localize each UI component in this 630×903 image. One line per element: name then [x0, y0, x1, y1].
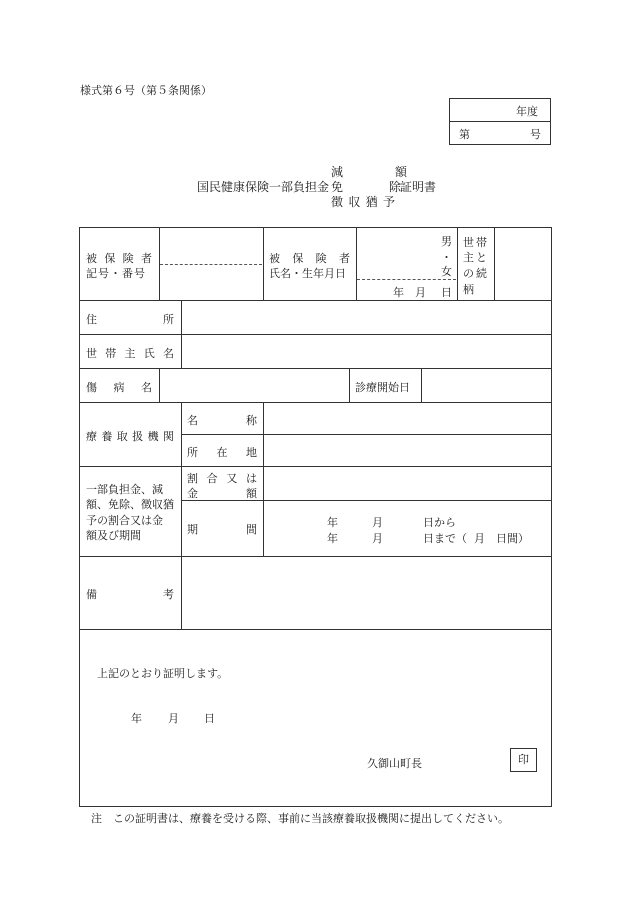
- ratio-label-2: 金 額: [187, 487, 257, 500]
- form-reference: 様式第６号（第５条関係）: [80, 84, 212, 97]
- period-from-month: 月: [372, 516, 383, 529]
- ratio-label: 割 合 又 は: [187, 472, 257, 485]
- certify-year: 年: [131, 712, 142, 725]
- reduction-label-4: 額及び期間: [86, 529, 141, 542]
- birth-day: 日: [441, 286, 452, 299]
- relation-label-3: の続: [463, 267, 489, 280]
- certify-day: 日: [204, 712, 215, 725]
- sex-female: 女: [441, 265, 452, 278]
- period-from-day: 日から: [423, 516, 456, 529]
- treatment-start-label: 診療開始日: [355, 381, 410, 394]
- year-label: 年度: [516, 105, 538, 118]
- reduction-label-3: 予の割合又は金: [86, 514, 163, 527]
- reduction-label-2: 額、免除、徴収猶: [86, 498, 174, 511]
- insured-number-label-2: 記号・番号: [86, 267, 146, 280]
- relation-label-2: 主と: [463, 251, 489, 264]
- relation-label-1: 世帯: [463, 236, 489, 249]
- period-label: 期 間: [187, 523, 257, 536]
- period-months: 月: [474, 532, 485, 545]
- period-from-year: 年: [327, 516, 338, 529]
- title-option-reduction: 減 額: [331, 165, 407, 179]
- address-label: 住 所: [86, 313, 174, 326]
- institution-name-label: 名 称: [187, 414, 257, 427]
- sex-male: 男: [441, 235, 452, 248]
- remarks-label: 備 考: [86, 588, 174, 601]
- institution-location-label: 所 在 地: [187, 446, 257, 459]
- certify-text: 上記のとおり証明します。: [97, 667, 229, 680]
- seal-box: [510, 748, 537, 772]
- period-days: 日間）: [496, 532, 529, 545]
- insured-number-label: 被 保 険 者: [86, 252, 152, 265]
- insured-name-label: 被 保 険 者: [269, 252, 350, 265]
- certify-month: 月: [168, 712, 179, 725]
- period-to-day: 日まで（: [423, 532, 467, 545]
- institution-label: 療 養 取 扱 機 関: [86, 430, 174, 443]
- issuer-name: 久御山町長: [367, 757, 422, 770]
- title-option-deferral: 徴 収 猶 予: [331, 195, 395, 209]
- number-suffix: 号: [530, 128, 541, 141]
- title-suffix: 証明書: [400, 180, 437, 194]
- seal-label: 印: [518, 753, 529, 766]
- footnote: 注 この証明書は、療養を受ける際、事前に当該療養取扱機関に提出してください。: [91, 812, 509, 825]
- relation-label-4: 柄: [463, 283, 474, 296]
- period-to-month: 月: [372, 532, 383, 545]
- sex-dot: ・: [441, 251, 452, 264]
- injury-label: 傷 病 名: [86, 381, 152, 394]
- title-option-exemption: 免 除: [331, 180, 401, 194]
- insured-name-label-2: 氏名・生年月日: [269, 267, 346, 280]
- reduction-label-1: 一部負担金、減: [86, 483, 163, 496]
- period-to-year: 年: [327, 532, 338, 545]
- number-prefix: 第: [459, 128, 470, 141]
- householder-label: 世 帯 主 氏 名: [86, 347, 174, 360]
- title-prefix: 国民健康保険一部負担金: [197, 180, 330, 194]
- birth-year: 年: [393, 286, 404, 299]
- birth-month: 月: [415, 286, 426, 299]
